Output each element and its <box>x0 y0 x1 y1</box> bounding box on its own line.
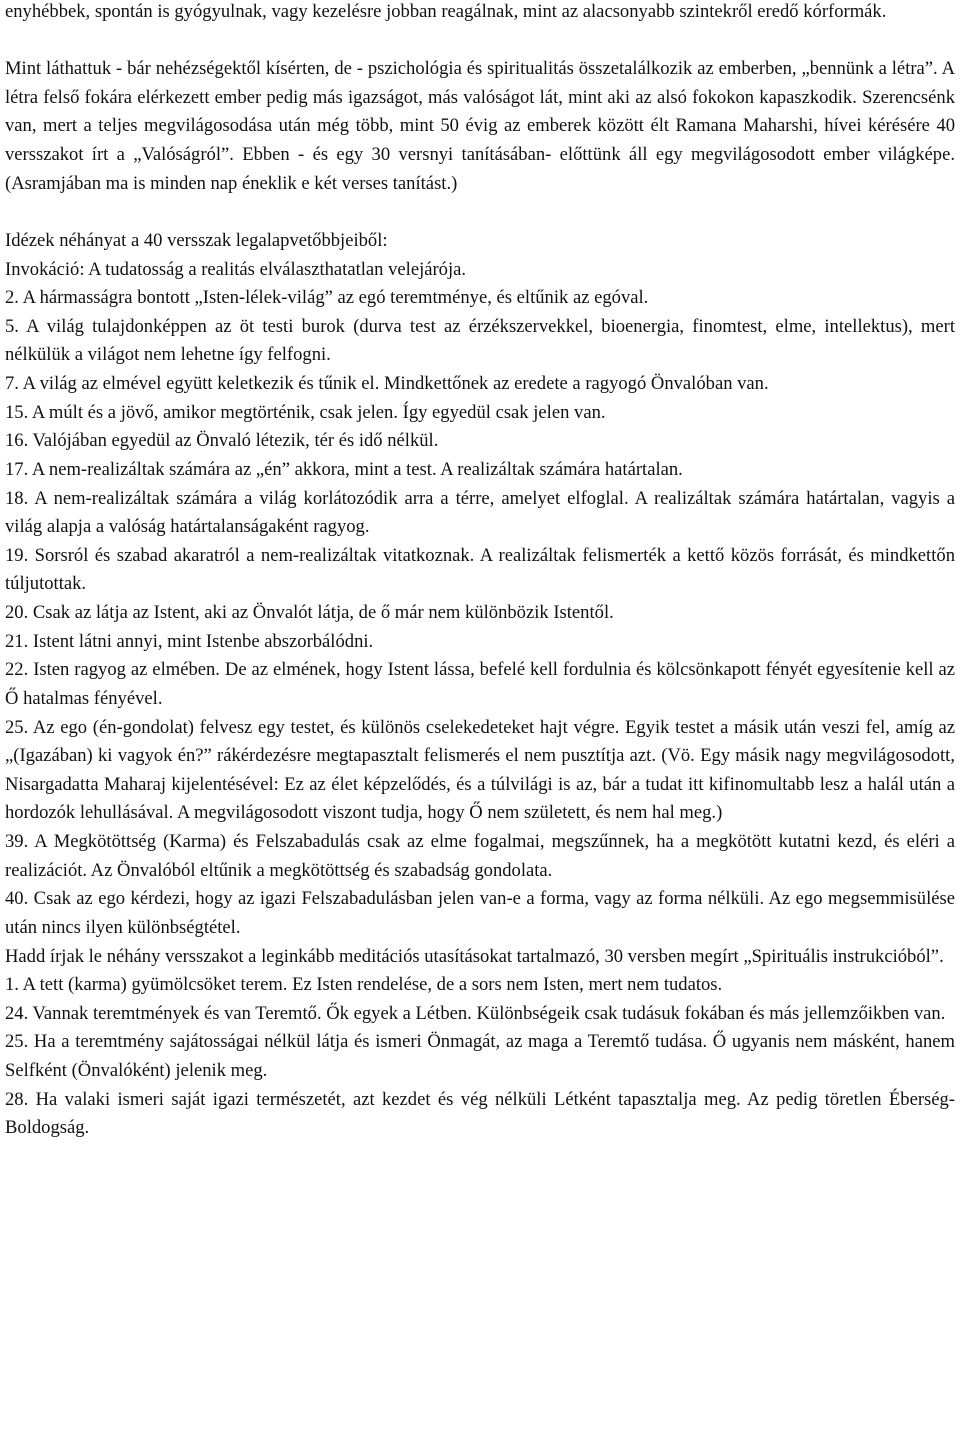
verses-heading: Idézek néhányat a 40 versszak legalapvetőbbjeiből: <box>5 229 388 251</box>
verse-item-7: 7. A világ az elmével együtt keletkezik és tűnik el. Mindkettőnek az eredete a ragyogó Önvalóban van. <box>5 373 769 395</box>
document-page <box>5 0 955 1143</box>
instruction-item-25: 25. Ha a teremtmény sajátosságai nélkül látja és ismeri Önmagát, az maga a Teremtő tudása. Ő ugyanis nem másként, hanem Selfként (Önvalóként) jelenik meg. <box>5 1031 955 1082</box>
verse-item-17: 17. A nem-realizáltak számára az „én” akkora, mint a test. A realizáltak számára határtalan. <box>5 458 683 480</box>
verse-item-20: 20. Csak az látja az Istent, aki az Önvalót látja, de ő már nem különbözik Istentől. <box>5 602 614 624</box>
instruction-item-28: 28. Ha valaki ismeri saját igazi természetét, azt kezdet és vég nélküli Létként tapasztalja meg. Az pedig töretlen Éberség-Boldogság. <box>5 1088 955 1139</box>
instruction-item-24: 24. Vannak teremtmények és van Teremtő. Ők egyek a Létben. Különbségeik csak tudásuk fokában és más jellemzőikben van. <box>5 1002 946 1024</box>
verse-item-19: 19. Sorsról és szabad akaratról a nem-realizáltak vitatkoznak. A realizáltak felismerték a kettő közös forrását, és mindkettőn túljutottak. <box>5 544 955 595</box>
verse-item-39: 39. A Megkötöttség (Karma) és Felszabadulás csak az elme fogalmai, megszűnnek, ha a megkötött kutatni kezd, és eléri a realizációt. Az Önvalóból eltűnik a megkötöttség és szabadság gondolata. <box>5 831 955 881</box>
verse-item-25: 25. Az ego (én-gondolat) felvesz egy testet, és különös cselekedeteket hajt végre. Egyik testet a másik után veszi fel, amíg az „(Igazában) ki vagyok én?” rákérdezésre megtapasztalt felismerés el nem pusztítja azt. (Vö. Egy másik nagy megvilágosodott, Nisargadatta Maharaj kijelentésével: Ez az élet képzelődés, és a túlvilági is az, bár a tudat itt kifinomultabb lesz a halál után a hordozók lehullásával. A megvilágosodott viszont tudja, hogy Ő nem született, és nem hal meg.) <box>5 716 955 824</box>
verses-section <box>5 227 955 943</box>
verse-item-2: 2. A hármasságra bontott „Isten-lélek-világ” az egó teremtménye, és eltűnik az egóval. <box>5 287 649 309</box>
instructions-section <box>5 943 955 1143</box>
verse-item-invocation: Invokáció: A tudatosság a realitás elválaszthatatlan velejárója. <box>5 258 467 280</box>
intro-paragraph-continued: enyhébbek, spontán is gyógyulnak, vagy kezelésre jobban reagálnak, mint az alacsonyabb szintekről eredő kórformák. <box>5 1 887 22</box>
intro-paragraph-ladder: Mint láthattuk - bár nehézségektől kísérten, de - pszichológia és spiritualitás összetalálkozik az emberben, „bennünk a létra”. A létra felső fokára elérkezett ember pedig más igazságot, más valóságot lát, mint aki az alsó fokokon kapaszkodik. Szerencsénk van, mert a teljes megvilágosodása után még több, mint 50 évig az emberek között élt Ramana Maharshi, hívei kérésére 40 versszakot írt a „Valóságról”. Ebben - és egy 30 versnyi tanításában- előttünk áll egy megvilágosodott ember világképe. (Asramjában ma is minden nap éneklik e két verses tanítást.) <box>5 58 955 194</box>
verse-item-40: 40. Csak az ego kérdezi, hogy az igazi Felszabadulásban jelen van-e a forma, vagy az forma nélküli. Az ego megsemmisülése után nincs ilyen különbségtétel. <box>5 888 955 938</box>
verse-item-18: 18. A nem-realizáltak számára a világ korlátozódik arra a térre, amelyet elfoglal. A realizáltak számára határtalan, vagyis a világ alapja a valóság határtalanságaként ragyog. <box>5 487 955 538</box>
instructions-heading: Hadd írjak le néhány versszakot a leginkább meditációs utasításokat tartalmazó, 30 versben megírt „Spirituális instrukcióból”. <box>5 945 944 967</box>
paragraph-gap <box>5 27 955 56</box>
verse-item-5: 5. A világ tulajdonképpen az öt testi burok (durva test az érzékszervekkel, bioenergia, finomtest, elme, intellektus), mert nélkülük a világot nem lehetne így felfogni. <box>5 315 955 366</box>
verse-item-22: 22. Isten ragyog az elmében. De az elmének, hogy Istent lássa, befelé kell fordulnia és kölcsönkapott fényét egyesítenie kell az Ő hatalmas fényével. <box>5 659 955 709</box>
verse-item-16: 16. Valójában egyedül az Önvaló létezik, tér és idő nélkül. <box>5 430 439 452</box>
verse-item-21: 21. Istent látni annyi, mint Istenbe abszorbálódni. <box>5 630 374 652</box>
verse-item-15: 15. A múlt és a jövő, amikor megtörténik, csak jelen. Így egyedül csak jelen van. <box>5 401 606 423</box>
paragraph-gap <box>5 198 955 227</box>
instruction-item-1: 1. A tett (karma) gyümölcsöket terem. Ez Isten rendelése, de a sors nem Isten, mert nem tudatos. <box>5 974 723 996</box>
